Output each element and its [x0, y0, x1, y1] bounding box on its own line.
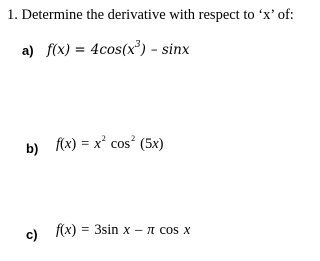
part-a-label: a) — [22, 43, 34, 58]
part-b-expression: $f(x) = x^2$ $\cos^2 (5x)$ — [56, 134, 164, 152]
part-b-label: b) — [26, 141, 39, 156]
question-title: 1. Determine the derivative with respect to ‘x’ of: — [7, 7, 294, 23]
part-b-x: x — [94, 136, 101, 152]
part-c-expression: f(x) = 3sin x – π cos x — [56, 222, 191, 238]
part-c-eq: = — [81, 222, 90, 238]
part-c-pi: π — [147, 222, 155, 238]
part-b-exp2: 2 — [131, 134, 136, 143]
part-a-coef: 4cos(x — [90, 42, 135, 58]
part-a-close: ) — [140, 42, 146, 58]
part-b-lhs: f — [56, 136, 61, 152]
part-b-exp1: 2 — [101, 134, 106, 143]
part-b-cos: cos — [110, 136, 131, 152]
part-a-lhs: f(x) = — [47, 42, 86, 58]
part-c-lhs: f — [56, 222, 61, 238]
part-c-rhs: 3sin — [94, 222, 119, 238]
part-a-tail: – sinx — [150, 42, 190, 58]
part-a-exponent: 3 — [134, 40, 141, 50]
part-c-minus: – — [134, 222, 143, 238]
part-a-expression — [47, 42, 189, 58]
part-c-x1: x — [123, 222, 130, 238]
part-c-label: c) — [26, 227, 38, 242]
part-b-eq: = — [81, 136, 90, 152]
part-c-cos: cos — [159, 222, 179, 238]
part-c-x2: x — [183, 222, 191, 238]
